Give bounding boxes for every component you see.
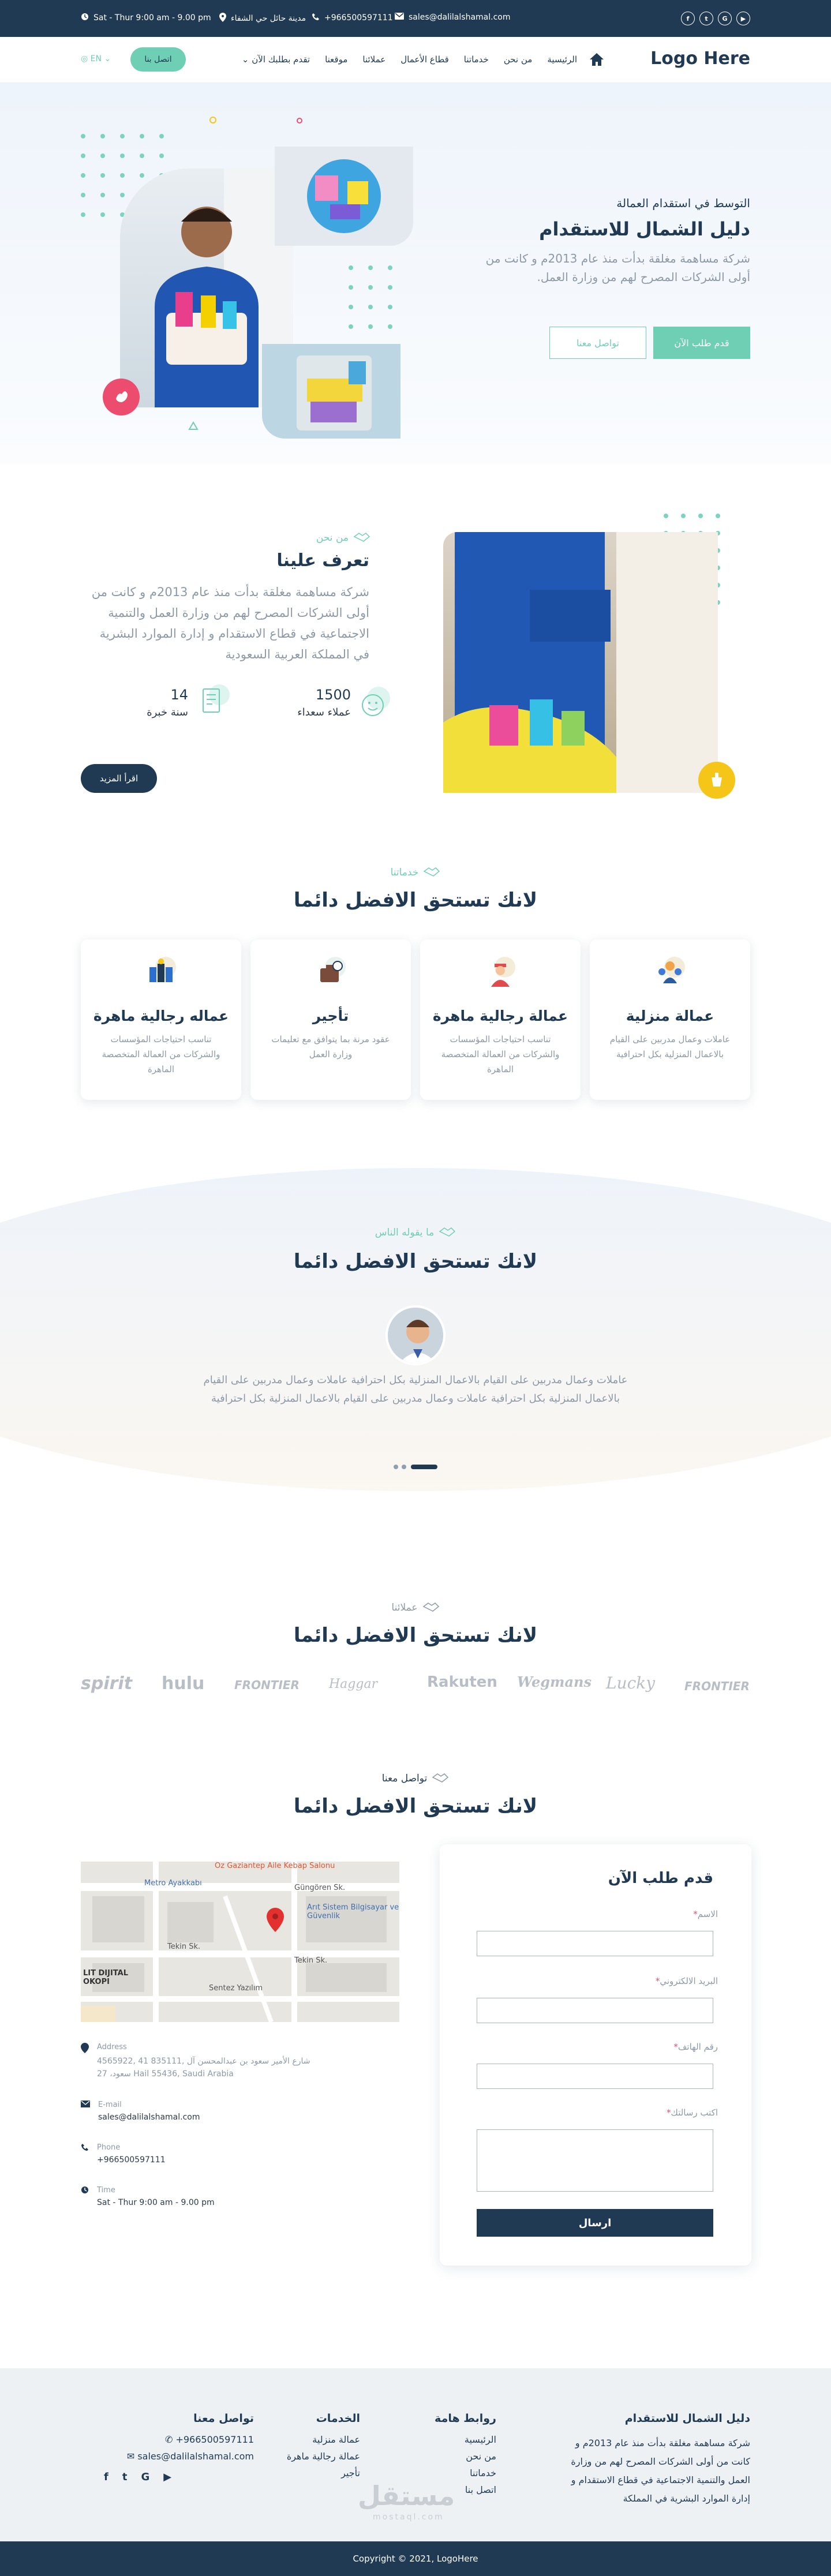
decor-dot — [81, 193, 85, 197]
services-title: لانك تستحق الافضل دائما — [293, 889, 538, 912]
contact-us-button[interactable]: اتصل بنا — [130, 47, 186, 72]
service-card-rental[interactable] — [250, 939, 411, 1100]
copyright-bar: Copyright © 2021, LogoHere — [0, 2541, 831, 2576]
years-experience-count: 14 — [170, 687, 188, 703]
footer-contact-title: تواصل معنا — [193, 2412, 254, 2425]
testimonial-avatar — [385, 1305, 446, 1365]
hero-eyebrow: التوسط في استقدام العمالة — [616, 196, 750, 210]
hours-info — [81, 13, 211, 23]
email-field-label: البريد الالكتروني* — [655, 1976, 718, 1986]
footer-links-title: روابط هامة — [435, 2412, 496, 2425]
mail-icon: ✉ — [126, 2451, 135, 2462]
email-info[interactable] — [395, 13, 510, 22]
location-map[interactable] — [81, 1862, 399, 2022]
carousel-dot[interactable] — [402, 1465, 406, 1469]
read-more-button[interactable]: اقرأ المزيد — [81, 764, 157, 793]
footer-link-about[interactable]: من نحن — [466, 2451, 496, 2462]
about-section — [0, 464, 831, 822]
decor-dot — [349, 285, 353, 290]
mail-icon — [395, 13, 404, 22]
decor-dot — [698, 514, 703, 518]
map-label: Tekin Sk. — [167, 1942, 201, 1951]
footer-service-skilled[interactable]: عمالة رجالية ماهرة — [286, 2451, 360, 2462]
handshake-icon — [353, 531, 370, 545]
footer-link-home[interactable]: الرئيسية — [464, 2434, 496, 2445]
handshake-icon — [432, 1772, 449, 1785]
about-eyebrow-row — [316, 531, 370, 545]
happy-clients-count: 1500 — [315, 687, 351, 703]
mail-icon — [81, 2101, 90, 2122]
footer-email[interactable] — [127, 2451, 254, 2462]
nav-link-apply[interactable] — [242, 54, 310, 65]
phone-contact-info — [81, 2143, 166, 2165]
decor-dot — [140, 134, 144, 138]
decor-dot — [388, 285, 392, 290]
service-card-desc: عقود مرنة بما يتوافق مع تعليمات وزارة العمل — [271, 1034, 390, 1059]
footer-about — [566, 2412, 750, 2508]
footer-services — [287, 2412, 360, 2484]
hero-section — [0, 83, 831, 464]
hero-title: دليل الشمال للاستقدام — [539, 218, 750, 240]
nav-link-home[interactable]: الرئيسية — [547, 54, 577, 65]
phone-icon: ✆ — [164, 2434, 173, 2445]
message-label-text: اكتب رسالتك — [671, 2107, 718, 2118]
about-eyebrow: من نحن — [316, 532, 349, 544]
phone-icon — [312, 13, 320, 23]
email-label-text: البريد الالكتروني — [660, 1976, 718, 1986]
phone-input[interactable] — [477, 2064, 713, 2089]
footer-phone[interactable] — [127, 2434, 254, 2445]
email-label: E-mail — [98, 2101, 122, 2109]
certificate-icon — [195, 683, 230, 718]
footer-social — [104, 2471, 171, 2483]
footer-phone-text: +966500597111 — [175, 2434, 254, 2445]
decor-dot — [140, 173, 144, 178]
decor-dot — [100, 153, 105, 158]
twitter-icon[interactable]: t — [122, 2471, 128, 2483]
client-logo-haggar: Haggar — [329, 1677, 378, 1691]
phone-icon — [81, 2143, 89, 2165]
nav-links — [242, 54, 577, 65]
footer-link-contact[interactable]: اتصل بنا — [465, 2484, 496, 2495]
map-label: Tekin Sk. — [294, 1956, 328, 1965]
testimonials-eyebrow-row — [0, 1226, 831, 1240]
watermark-logo: مستقل — [358, 2480, 455, 2511]
footer-about-title: دليل الشمال للاستقدام — [624, 2412, 750, 2425]
clients-eyebrow: عملائنا — [391, 1602, 418, 1613]
client-logo-lucky: Lucky — [606, 1673, 656, 1693]
decor-dot — [100, 193, 105, 197]
language-switcher[interactable] — [81, 54, 111, 63]
home-icon[interactable] — [589, 52, 605, 67]
time-contact-info — [81, 2186, 215, 2207]
footer-about-text: شركة مساهمة مغلقة بدأت منذ عام 2013م و كانت من أولى الشركات المصرح لهم من وزارة العمل والتنمية الاجتماعية في قطاع الاستقدام و إدارة الموارد البشرية في المملكة — [571, 2438, 750, 2504]
nav-link-location[interactable]: موقعنا — [325, 54, 348, 65]
contact-eyebrow: تواصل معنا — [381, 1773, 428, 1784]
decor-dot — [140, 153, 144, 158]
decor-dot — [81, 173, 85, 178]
service-card-title: تأجير — [312, 1008, 349, 1024]
decor-dot — [349, 265, 353, 270]
message-textarea[interactable] — [477, 2129, 713, 2192]
nav-link-business[interactable]: قطاع الأعمال — [400, 54, 449, 65]
globe-icon: ◎ — [81, 54, 88, 63]
client-logo-spirit: spirit — [81, 1673, 133, 1694]
language-label: EN — [90, 54, 102, 63]
footer-email-text: sales@dalilalshamal.com — [137, 2451, 254, 2462]
site-logo[interactable]: Logo Here — [650, 48, 750, 69]
address-label: Address — [97, 2043, 127, 2051]
briefcase-clock-icon — [313, 954, 348, 989]
nav-link-clients[interactable]: عملائنا — [362, 54, 386, 65]
happy-face-icon — [357, 686, 391, 720]
decor-dot — [120, 173, 125, 178]
workers-group-icon — [144, 954, 178, 989]
clock-icon — [81, 2186, 89, 2207]
email-value[interactable]: sales@dalilalshamal.com — [98, 2113, 200, 2122]
map-label: LIT DIJITAL OKOPI — [83, 1969, 129, 1986]
google-icon[interactable]: G — [718, 12, 732, 25]
top-bar — [0, 0, 831, 37]
nav-link-services[interactable]: خدماتنا — [463, 54, 489, 65]
footer-service-rental[interactable]: تأجير — [341, 2468, 360, 2478]
decor-circle-pink — [297, 118, 302, 123]
message-field-label: اكتب رسالتك* — [667, 2107, 718, 2118]
nav-link-about[interactable]: من نحن — [503, 54, 533, 65]
handshake-icon — [422, 1601, 440, 1615]
facebook-icon[interactable]: f — [104, 2471, 108, 2483]
decor-dot — [349, 305, 353, 309]
testimonial-quote: عاملات وعمال مدربين على القيام بالاعمال المنزلية بكل احترافية عاملات وعمال مدربين على القيام بالاعمال المنزلية بكل احترافية عاملات وعمال مدربين على القيام بالاعمال المنزلية بكل احترافية — [203, 1374, 628, 1405]
address-info — [81, 2043, 316, 2080]
decor-dot — [100, 134, 105, 138]
chevron-down-icon: ⌄ — [241, 54, 249, 65]
testimonials-title: لانك تستحق الافضل دائما — [293, 1250, 538, 1273]
map-label: Güngören Sk. — [294, 1884, 346, 1892]
about-title: تعرف علينا — [276, 551, 369, 571]
client-logo-wegmans: Wegmans — [517, 1673, 592, 1690]
name-field-label: الاسم* — [693, 1909, 718, 1919]
twitter-icon[interactable]: t — [699, 12, 713, 25]
decor-dot — [388, 265, 392, 270]
decor-dot — [368, 324, 373, 329]
decor-dot — [81, 153, 85, 158]
map-pin-icon[interactable] — [267, 1908, 284, 1932]
hand-wash-icon — [103, 379, 140, 415]
decor-circle-yellow — [209, 117, 216, 123]
client-logo-hulu: hulu — [162, 1673, 205, 1694]
service-card-skilled-male[interactable] — [420, 939, 581, 1100]
map-label: Metro Ayakkabı — [144, 1879, 202, 1888]
phone-value[interactable]: +966500597111 — [97, 2155, 166, 2165]
carousel-dot-active[interactable] — [411, 1465, 437, 1469]
address-text: 4565922, 41 835111, شارع الأمير سعود بن عبدالمحسن آل سعود، 27 Hail 55436, Saudi Arabia — [97, 2057, 310, 2079]
team-icon — [653, 954, 687, 989]
name-label-text: الاسم — [697, 1909, 718, 1919]
client-logo-frontier: FRONTIER — [234, 1678, 300, 1692]
decor-dot — [81, 212, 85, 217]
about-worker-photo — [443, 532, 718, 793]
service-card-domestic[interactable] — [590, 939, 750, 1100]
contact-us-outline-button[interactable]: تواصل معنا — [549, 327, 646, 359]
decor-dot — [368, 305, 373, 309]
decor-dot — [388, 305, 392, 309]
decor-dot — [159, 153, 164, 158]
clients-eyebrow-row — [0, 1601, 831, 1615]
decor-dot — [100, 212, 105, 217]
apply-now-button[interactable]: قدم طلب الآن — [653, 327, 750, 359]
google-icon[interactable]: G — [141, 2471, 150, 2483]
phone-label: Phone — [97, 2143, 121, 2152]
service-card-desc: تناسب احتياجات المؤسسات والشركات من العمالة المتخصصة الماهرة — [441, 1034, 560, 1074]
service-card-desc: تناسب احتياجات المؤسسات والشركات من العمالة المتخصصة الماهرة — [102, 1034, 220, 1074]
services-eyebrow: خدماتنا — [390, 867, 419, 878]
decor-dot — [368, 285, 373, 290]
hours-text: Sat - Thur 9:00 am - 9.00 pm — [93, 13, 211, 23]
time-value: Sat - Thur 9:00 am - 9.00 pm — [97, 2198, 215, 2207]
decor-dot — [664, 514, 668, 518]
location-pin-icon — [219, 13, 226, 24]
worker-icon — [483, 954, 518, 989]
footer-link-services[interactable]: خدماتنا — [470, 2468, 496, 2478]
decor-dot — [81, 134, 85, 138]
about-text: شركة مساهمة مغلقة بدأت منذ عام 2013م و كانت من أولى الشركات المصرح لهم من وزارة العمل والتنمية الاجتماعية في قطاع الاستقدام و إدارة الموارد البشرية في المملكة العربية السعودية — [91, 585, 369, 661]
email-text[interactable]: sales@dalilalshamal.com — [409, 13, 511, 22]
hero-laundry-photo — [262, 344, 400, 439]
nav-link-apply-label: تقدم بطلبك الآن — [252, 54, 310, 65]
service-card-desc: عاملات وعمال مدربين على القيام بالاعمال المنزلية بكل احترافية — [609, 1034, 731, 1059]
cleaning-bucket-icon — [698, 762, 735, 799]
handshake-icon — [423, 866, 440, 879]
map-label: Sentez Yazılım — [209, 1984, 263, 1993]
decor-dot — [681, 514, 686, 518]
decor-dot — [120, 134, 125, 138]
service-card-title: عمالة منزلية — [626, 1008, 714, 1024]
email-contact-info — [81, 2101, 200, 2122]
name-input[interactable] — [477, 1931, 713, 1956]
map-label: Arıt Sistem Bilgisayar ve Güvenlik — [307, 1903, 399, 1920]
youtube-icon[interactable]: ▶ — [163, 2471, 172, 2483]
time-label: Time — [97, 2186, 115, 2195]
phone-text[interactable]: +966500597111 — [324, 13, 393, 23]
hero-cleaning-supplies-photo — [275, 147, 413, 246]
clients-title: لانك تستحق الافضل دائما — [293, 1624, 538, 1647]
services-eyebrow-row — [0, 866, 831, 879]
client-logo-frontier-2: FRONTIER — [684, 1679, 750, 1693]
decor-triangle — [188, 421, 199, 430]
form-title: قدم طلب الآن — [608, 1870, 713, 1887]
decor-dot — [100, 173, 105, 178]
service-card-title: عماله رجالية ماهرة — [93, 1008, 229, 1024]
service-card-skilled-male-2[interactable] — [81, 939, 241, 1100]
testimonials-eyebrow: ما يقوله الناس — [375, 1227, 435, 1238]
service-card-title: عمالة رجالية ماهرة — [432, 1008, 568, 1024]
carousel-dot[interactable] — [394, 1465, 398, 1469]
decor-dot — [120, 193, 125, 197]
years-experience-label: سنة خبرة — [147, 706, 188, 718]
watermark-url: mostaql.com — [373, 2513, 444, 2522]
phone-label-text: رقم الهاتف — [677, 2042, 718, 2052]
phone-info[interactable] — [312, 13, 393, 23]
decor-dot — [388, 324, 392, 329]
application-form — [440, 1844, 751, 2266]
main-navigation — [0, 37, 831, 83]
contact-title: لانك تستحق الافضل دائما — [293, 1795, 538, 1818]
client-logo-rakuten: Rakuten — [427, 1673, 497, 1691]
phone-field-label: رقم الهاتف* — [673, 2042, 718, 2052]
location-text: مدينة حائل حي الشفاء — [231, 14, 306, 23]
happy-clients-label: عملاء سعداء — [297, 706, 351, 718]
youtube-icon[interactable]: ▶ — [736, 12, 750, 25]
decor-dot — [120, 153, 125, 158]
clock-icon — [81, 13, 89, 23]
facebook-icon[interactable]: f — [681, 12, 695, 25]
decor-dot — [368, 265, 373, 270]
submit-button[interactable]: ارسال — [477, 2209, 713, 2237]
footer-service-domestic[interactable]: عمالة منزلية — [312, 2434, 360, 2445]
footer — [0, 2368, 831, 2541]
decor-dot — [159, 134, 164, 138]
hero-text: شركة مساهمة مغلقة بدأت منذ عام 2013م و كانت من أولى الشركات المصرح لهم من وزارة العمل. — [485, 252, 750, 284]
map-label: Öz Gaziantep Aile Kebap Salonu — [215, 1862, 335, 1870]
chevron-down-icon: ⌄ — [104, 54, 111, 63]
footer-services-title: الخدمات — [316, 2412, 360, 2425]
location-pin-icon — [81, 2043, 89, 2080]
decor-dot — [349, 324, 353, 329]
footer-contact — [127, 2412, 254, 2468]
location-info — [219, 13, 306, 24]
decor-dot — [716, 514, 720, 518]
contact-eyebrow-row — [0, 1772, 831, 1785]
email-input[interactable] — [477, 1998, 713, 2023]
handshake-icon — [439, 1226, 456, 1240]
